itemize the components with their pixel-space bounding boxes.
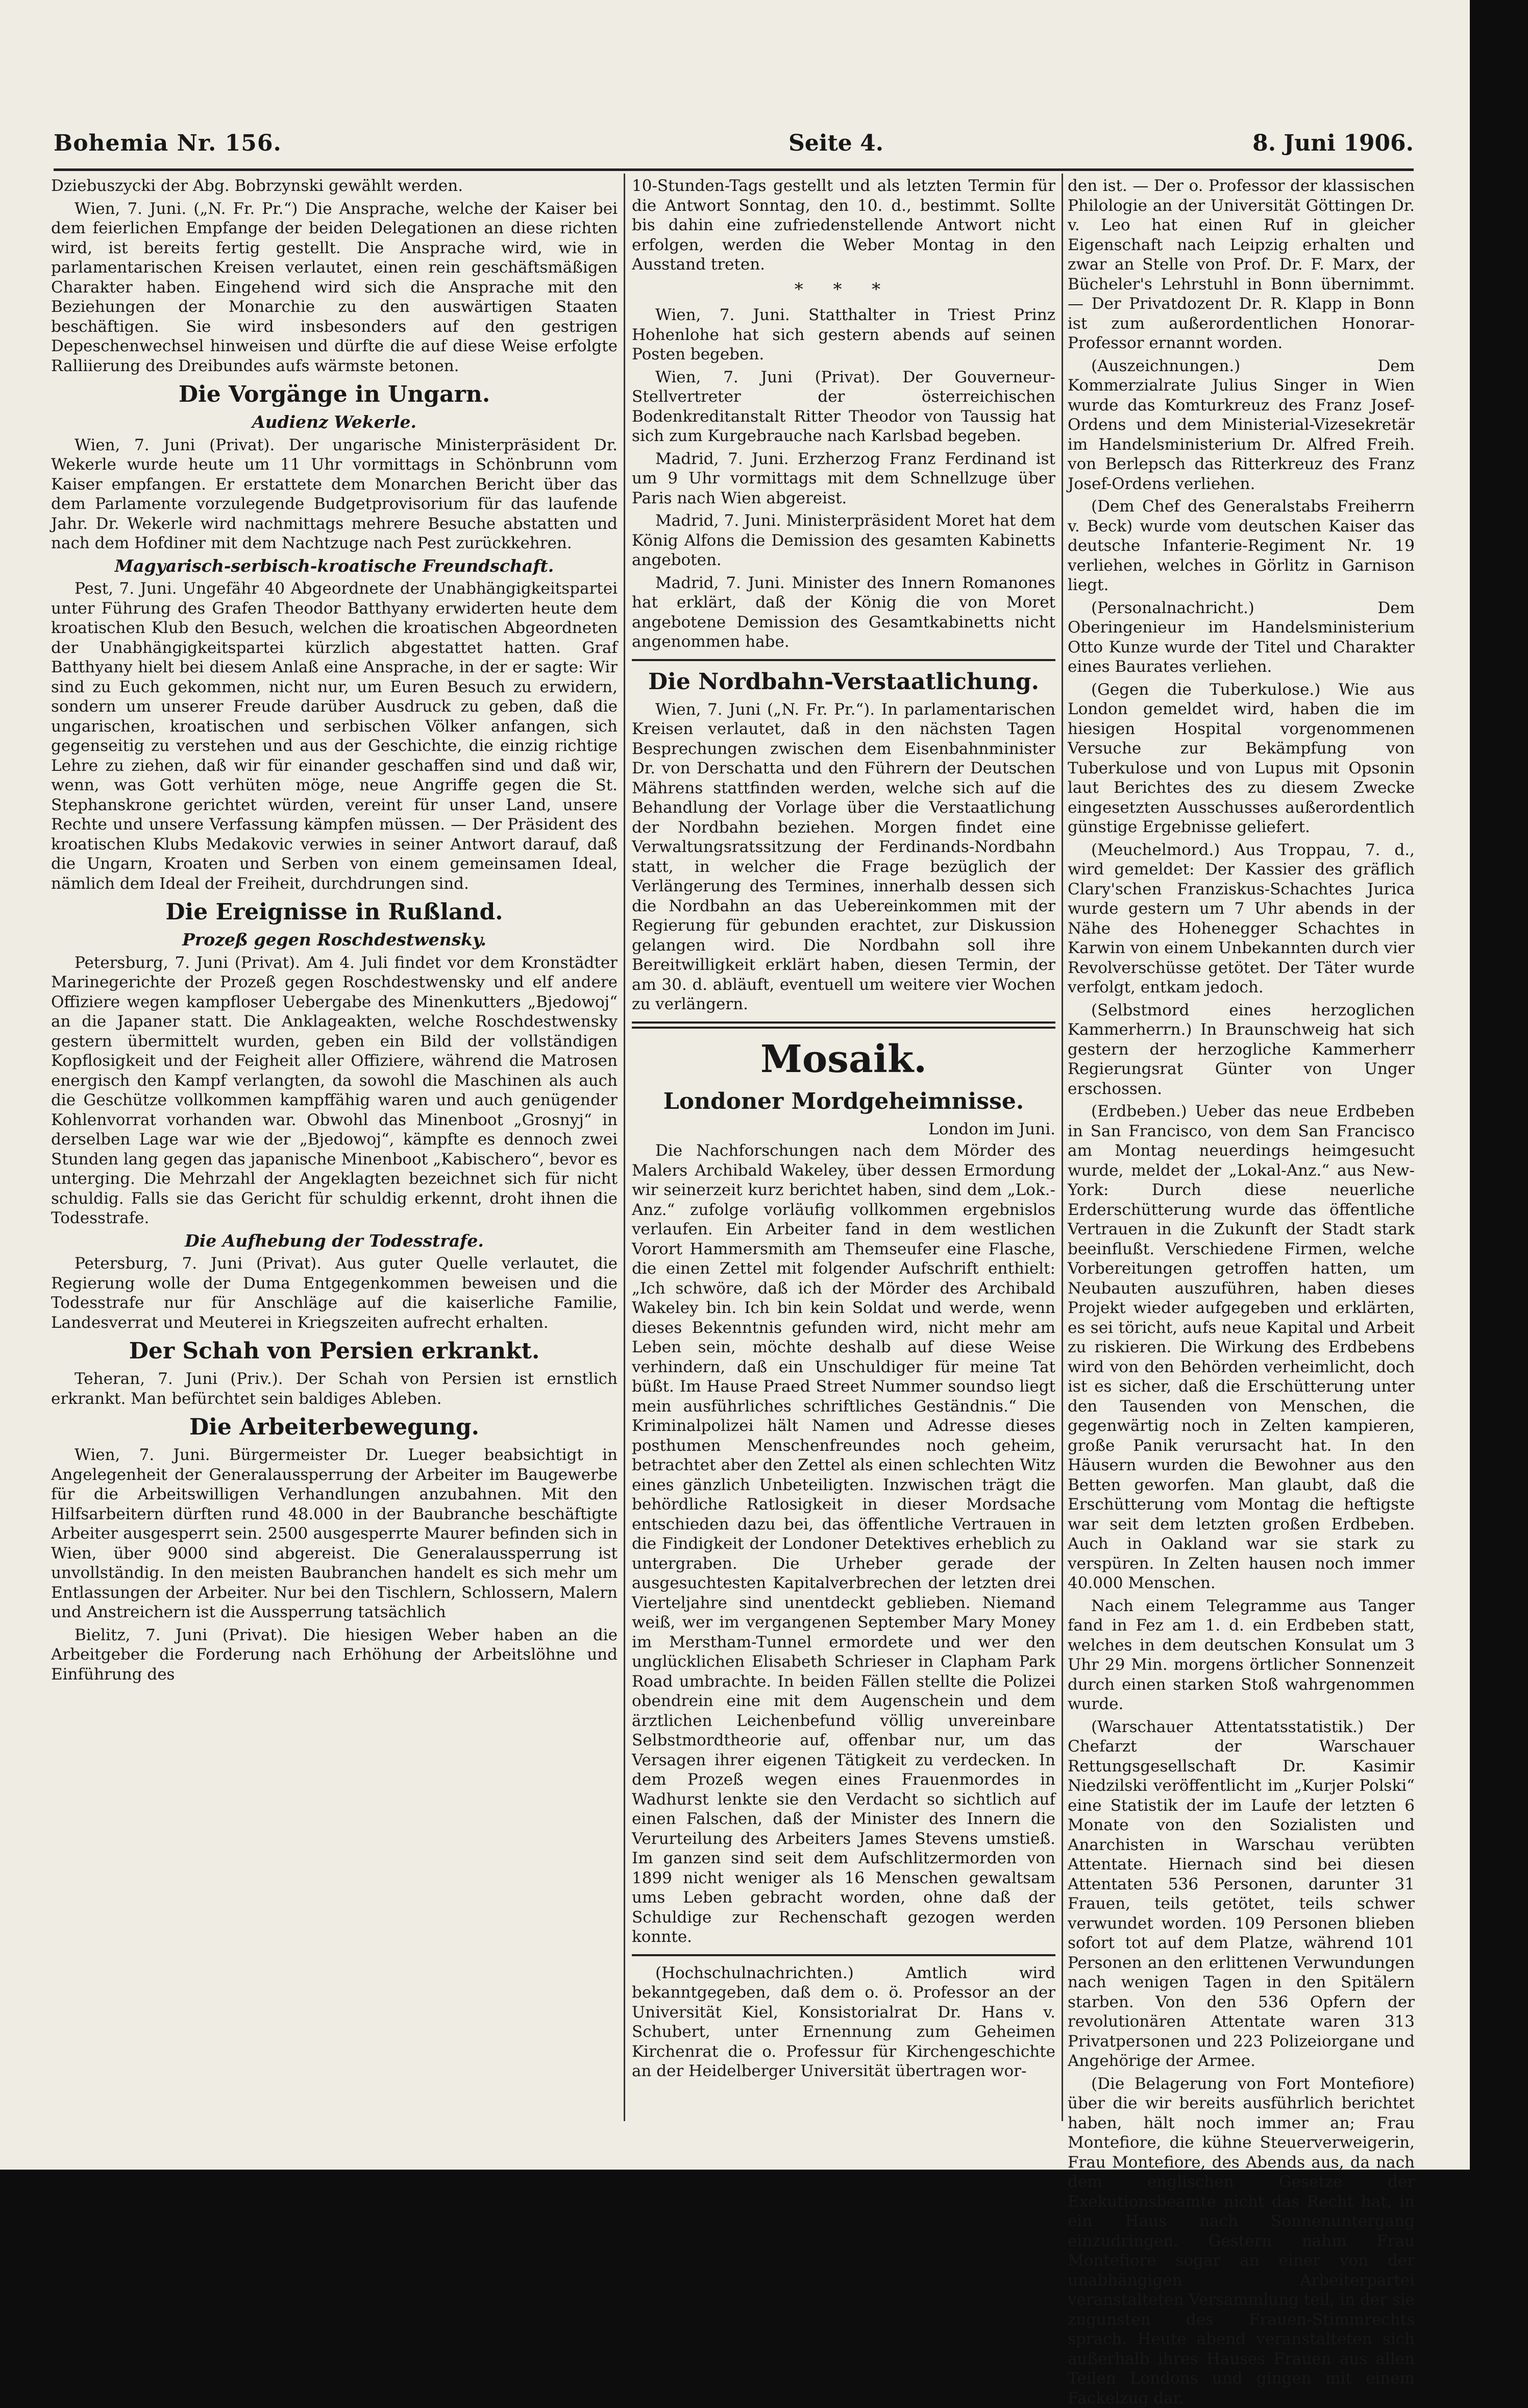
paragraph: Wien, 7. Juni. („N. Fr. Pr.“) Die Ansprache, welche der Kaiser bei dem feierlichen Empfange der beiden Delegationen an diese richten wird, ist bereits fertig gestellt. Die Ansprache wird, wie in parlamentarischen Kreisen verlautet, einen rein geschäftsmäßigen Charakter haben. Eingehend wird sich die Ansprache mit den Beziehungen der Monarchie zu den auswärtigen Staaten beschäftigen. Sie wird insbesonders auf den gestrigen Depeschenwechsel hinweisen und dürfte die auf diese Weise erfolgte Ralliierung des Dreibundes aufs wärmste betonen. — [51, 199, 618, 376]
section-heading: Die Ereignisse in Rußland. — [51, 898, 618, 926]
paragraph: Bielitz, 7. Juni (Privat). Die hiesigen Weber haben an die Arbeitgeber die Forderung nach Erhöhung der Arbeitslöhne und Einführung des — [51, 1625, 618, 1685]
paragraph: (Auszeichnungen.) Dem Kommerzialrate Julius Singer in Wien wurde das Komturkreuz des Franz Josef-Ordens und dem Ministerial-Vizesekretär im Handelsministerium Dr. Alfred Freih. von Berlepsch das Ritterkreuz des Franz Josef-Ordens verliehen. — [1068, 356, 1415, 494]
paragraph: Pest, 7. Juni. Ungefähr 40 Abgeordnete der Unabhängigkeitspartei unter Führung des Grafen Theodor Batthyany erwiderten heute dem kroatischen Klub den Besuch, welchen die kroatischen Abgeordneten der Unabhängigkeitspartei kürzlich abgestattet hatten. Graf Batthyany hielt bei diesem Anlaß eine Ansprache, in der er sagte: Wir sind zu Euch gekommen, nicht nur, um Euren Besuch zu erwidern, sondern um unserer Freude darüber Ausdruck zu geben, daß die ungarischen, kroatischen und serbischen Völker anfangen, sich gegenseitig zu verstehen und aus der Geschichte, die einzig richtige Lehre zu ziehen, daß wir für einander geschaffen sind und daß wir, wenn, was Gott verhüten möge, neue Angriffe gegen die St. Stephanskrone gerichtet würden, vereint für unser Land, unsere Rechte und unsere Verfassung kämpfen müssen. — Der Präsident des kroatischen Klubs Medakovic verwies in seiner Antwort darauf, daß die Ungarn, Kroaten und Serben von einem gemeinsamen Ideal, nämlich dem Ideal der Freiheit, durchdrungen sind. — [51, 579, 618, 893]
paragraph: Wien, 7. Juni. Bürgermeister Dr. Lueger beabsichtigt in Angelegenheit der Generalaussperrung der Arbeiter im Baugewerbe für die Arbeitswilligen Verhandlungen anzubahnen. Mit den Hilfsarbeitern dürften rund 48.000 in der Baubranche beschäftigte Arbeiter ausgesperrt sein. 2500 ausgesperrte Maurer befinden sich in Wien, über 9000 sind abgereist. Die Generalaussperrung ist unvollständig. In den meisten Baubranchen handelt es sich mehr um Entlassungen der Arbeiter. Nur bei den Tischlern, Schlossern, Malern und Anstreichern ist die Aussperrung tatsächlich — [51, 1445, 618, 1622]
paragraph: (Dem Chef des Generalstabs Freiherrn v. Beck) wurde vom deutschen Kaiser das deutsche Infanterie-Regiment Nr. 19 verliehen, welches in Görlitz in Garnison liegt. — [1068, 497, 1415, 595]
column-2 — [632, 176, 1055, 2121]
column-divider — [624, 174, 625, 2121]
paragraph: Teheran, 7. Juni (Priv.). Der Schah von Persien ist ernstlich erkrankt. Man befürchtet sein baldiges Ableben. — [51, 1369, 618, 1408]
paragraph: (Meuchelmord.) Aus Troppau, 7. d., wird gemeldet: Der Kassier des gräflich Clary'schen Franziskus-Schachtes Jurica wurde gestern um 7 Uhr abends in der Nähe des Hohenegger Schachtes in Karwin von einem Unbekannten durch vier Revolverschüsse getötet. Der Täter wurde verfolgt, entkam jedoch. — [1068, 840, 1415, 998]
paragraph: (Personalnachricht.) Dem Oberingenieur im Handelsministerium Otto Kunze wurde der Titel und Charakter eines Baurates verliehen. — [1068, 598, 1415, 677]
paragraph: (Selbstmord eines herzoglichen Kammerherrn.) In Braunschweig hat sich gestern der herzogliche Kammerherr Regierungsrat Günter von Unger erschossen. — [1068, 1001, 1415, 1099]
masthead-issue: Bohemia Nr. 156. — [54, 130, 282, 156]
paragraph: Madrid, 7. Juni. Erzherzog Franz Ferdinand ist um 9 Uhr vormittags mit dem Schnellzuge über Paris nach Wien abgereist. — [632, 449, 1055, 508]
section-heading: Londoner Mordgeheimnisse. — [632, 1088, 1055, 1115]
paragraph: (Erdbeben.) Ueber das neue Erdbeben in San Francisco, von dem San Francisco am Montag neuerdings heimgesucht wurde, meldet der „Lokal-Anz.“ aus New-York: Durch diese neuerliche Erderschütterung wurde das öffentliche Vertrauen in die Zukunft der Stadt stark beeinflußt. Verschiedene Firmen, welche Vorbereitungen getroffen hatten, um Neubauten auszuführen, haben dieses Projekt wieder aufgegeben und erklärten, es sei töricht, aufs neue Kapital und Arbeit zu riskieren. Die Wirkung des Erdbebens wird von den Behörden verheimlicht, doch ist es sicher, daß die Erschütterung unter den Tausenden von Menschen, die gegenwärtig noch in Zelten kampieren, große Panik verursacht hat. In den Häusern wurden die Bewohner aus den Betten geworfen. Man glaubt, daß die Erschütterung vom Montag die heftigste war seit dem letzten großen Erdbeben. Auch in Oakland war sie stark zu verspüren. In Zelten hausen noch immer 40.000 Menschen. — [1068, 1102, 1415, 1593]
paragraph: Petersburg, 7. Juni (Privat). Aus guter Quelle verlautet, die Regierung wolle der Duma Entgegenkommen beweisen und die Todesstrafe nur für Anschläge auf die kaiserliche Familie, Landesverrat und Meuterei in Kriegszeiten aufrecht erhalten. — [51, 1254, 618, 1332]
subheading: Magyarisch-serbisch-kroatische Freundschaft. — [51, 556, 618, 576]
paragraph: Wien, 7. Juni. Statthalter in Triest Prinz Hohenlohe hat sich gestern abends auf seinen Posten begeben. — [632, 305, 1055, 364]
paragraph: den ist. — Der o. Professor der klassischen Philologie an der Universität Göttingen Dr. v. Leo hat einen Ruf in gleicher Eigenschaft nach Leipzig erhalten und zwar an Stelle von Prof. Dr. F. Marx, der Bücheler's Lehrstuhl in Bonn übernimmt. — Der Privatdozent Dr. R. Klapp in Bonn ist zum außerordentlichen Honorar-Professor ernannt worden. — [1068, 176, 1415, 353]
paragraph: Wien, 7. Juni („N. Fr. Pr.“). In parlamentarischen Kreisen verlautet, daß in den nächsten Tagen Besprechungen zwischen dem Eisenbahnminister Dr. von Derschatta und den Führern der Deutschen Mährens stattfinden werden, welche sich auf die Behandlung der Vorlage über die Verstaatlichung der Nordbahn beziehen. Morgen findet eine Verwaltungsratssitzung der Ferdinands-Nordbahn statt, in welcher die Frage bezüglich der Verlängerung des Termines, innerhalb dessen sich die Nordbahn an das Uebereinkommen mit der Regierung für gebunden erachtet, zur Diskussion gelangen wird. Die Nordbahn soll ihre Bereitwilligkeit erklärt haben, diesen Termin, der am 30. d. abläuft, eventuell um weitere vier Wochen zu verlängern. — [632, 700, 1055, 1014]
section-heading: Der Schah von Persien erkrankt. — [51, 1337, 618, 1365]
feuilleton-title: Mosaik. — [632, 1036, 1055, 1083]
paragraph: Die Nachforschungen nach dem Mörder des Malers Archibald Wakeley, über dessen Ermordung wir seinerzeit kurz berichtet haben, sind dem „Lok.-Anz.“ zufolge vorläufig vollkommen ergebnislos verlaufen. Ein Arbeiter fand in dem westlichen Vorort Hammersmith am Themseufer eine Flasche, die einen Zettel mit folgender Aufschrift enthielt: „Ich schwöre, daß ich der Mörder des Archibald Wakeley bin. Ich bin kein Soldat und werde, wenn dieses Bekenntnis gefunden wird, nicht mehr am Leben sein, möchte deshalb auf diese Weise verhindern, daß ein Unschuldiger für meine Tat büßt. Im Hause Praed Street Nummer soundso liegt mein ausführliches schriftliches Geständnis.“ Die Kriminalpolizei hält Namen und Adresse dieses posthumen Menschenfreundes noch geheim, betrachtet aber den Zettel als einen schlechten Witz eines gänzlich Unbeteiligten. Inzwischen trägt die behördliche Ratlosigkeit in dieser Mordsache entschieden dazu bei, das öffentliche Vertrauen in die Findigkeit der Londoner Detektives erheblich zu untergraben. Die Urheber gerade der ausgesuchtesten Kapitalverbrechen der letzten drei Vierteljahre sind unentdeckt geblieben. Niemand weiß, wer im vergangenen September Mary Money im Merstham-Tunnel ermordete und wer den unglücklichen Elisabeth Schrieser in Clapham Park Road umbrachte. In beiden Fällen stellte die Polizei obendrein eine mit dem Augenschein und dem ärztlichen Leichenbefund völlig unvereinbare Selbstmordtheorie auf, offenbar nur, um das Versagen ihrer eigenen Tätigkeit zu verdecken. In dem Prozeß wegen eines Frauenmordes in Wadhurst lenkte sie den Verdacht so sichtlich auf einen Falschen, daß der Minister des Innern die Verurteilung des Arbeiters James Stevens umstieß. Im ganzen sind seit dem Aufschlitzermorden von 1899 nicht weniger als 16 Menschen gewaltsam ums Leben gebracht worden, ohne daß der Schuldige zur Rechenschaft gezogen werden konnte. — [632, 1141, 1055, 1947]
dateline: London im Juni. — [632, 1120, 1055, 1139]
paragraph: Dziebuszycki der Abg. Bobrzynski gewählt werden. — [51, 176, 618, 196]
paragraph: (Die Belagerung von Fort Montefiore) über die wir bereits ausführlich berichtet haben, hält noch immer an; Frau Montefiore, die kühne Steuerverweigerin, Frau Montefiore, des Abends aus, da nach dem englischen Gesetze der Exekutionsbeamte nicht das Recht hat, in ein Haus nach Sonnenuntergang einzudringen. Gestern nahm Frau Montefiore sogar an einer von der unabhängigen Arbeiterpartei veranstalteten Versammlung teil, in der sie zugunsten des Frauen-Stimmrechts sprach. Heute abend veranstalteten sich außerhalb ihres Hauses Frauen aus allen Teilen Londons und gingen mit einem Fackelzug dar. — [1068, 2074, 1415, 2408]
section-heading: Die Nordbahn-Verstaatlichung. — [632, 668, 1055, 696]
paragraph: Petersburg, 7. Juni (Privat). Am 4. Juli findet vor dem Kronstädter Marinegerichte der Prozeß gegen Roschdestwensky und elf andere Offiziere wegen kampfloser Uebergabe des Minenkutters „Bjedowoj“ an die Japaner statt. Die Anklageakten, welche Roschdestwensky gestern übermittelt wurden, geben ein Bild der vollständigen Kopflosigkeit und der Feigheit aller Offiziere, während die Matrosen energisch den Kampf verlangten, da sowohl die Maschinen als auch die Geschütze vollkommen kampffähig waren und auch genügender Kohlenvorrat vorhanden war. Obwohl das Minenboot „Grosnyj“ in derselben Lage war wie der „Bjedowoj“, kämpfte es dennoch zwei Stunden lang gegen das japanische Minenboot „Kabischero“, bevor es unterging. Die Mehrzahl der Angeklagten bezeichnet sich für nicht schuldig. Falls sie das Gericht für schuldig erkennt, droht ihnen die Todesstrafe. — [51, 953, 618, 1228]
paragraph: Nach einem Telegramme aus Tanger fand in Fez am 1. d. ein Erdbeben statt, welches in dem deutschen Konsulat um 3 Uhr 29 Min. morgens örtlicher Sonnenzeit durch einen starken Stoß wahrgenommen wurde. — [1068, 1596, 1415, 1714]
paragraph: 10-Stunden-Tags gestellt und als letzten Termin für die Antwort Sonntag, den 10. d., bestimmt. Sollte bis dahin eine zufriedenstellende Antwort nicht erfolgen, werden die Weber Montag in den Ausstand treten. — [632, 176, 1055, 275]
paragraph: Wien, 7. Juni (Privat). Der Gouverneur-Stellvertreter der österreichischen Bodenkreditanstalt Ritter Theodor von Taussig hat sich zum Kurgebrauche nach Karlsbad begeben. — [632, 368, 1055, 446]
horizontal-rule — [632, 1027, 1055, 1029]
paragraph: (Hochschulnachrichten.) Amtlich wird bekanntgegeben, daß dem o. ö. Professor an der Universität Kiel, Konsistorialrat Dr. Hans v. Schubert, unter Ernennung zum Geheimen Kirchenrat die o. Professur für Kirchengeschichte an der Heidelberger Universität übertragen wor- — [632, 1963, 1055, 2081]
paragraph: Madrid, 7. Juni. Minister des Innern Romanones hat erklärt, daß der König die von Moret angebotene Demission des Gesamtkabinetts nicht angenommen habe. — [632, 573, 1055, 652]
section-heading: Die Arbeiterbewegung. — [51, 1414, 618, 1441]
subheading: Audienz Wekerle. — [51, 412, 618, 432]
subheading: Prozeß gegen Roschdestwensky. — [51, 930, 618, 950]
column-divider — [1062, 174, 1063, 2121]
issue-date: 8. Juni 1906. — [1252, 130, 1414, 156]
page-number: Seite 4. — [788, 130, 883, 156]
subheading: Die Aufhebung der Todesstrafe. — [51, 1231, 618, 1251]
paragraph: (Warschauer Attentatsstatistik.) Der Chefarzt der Warschauer Rettungsgesellschaft Dr. Kasimir Niedzilski veröffentlicht im „Kurjer Polski“ eine Statistik der im Laufe der letzten 6 Monate von den Sozialisten und Anarchisten in Warschau verübten Attentate. Hiernach sind bei diesen Attentaten 536 Personen, darunter 31 Frauen, teils getötet, teils schwer verwundet worden. 109 Personen blieben sofort tot auf dem Platze, während 101 Personen an den erlittenen Verwundungen nach wenigen Tagen in den Spitälern starben. Von den 536 Opfern der revolutionären Attentate waren 313 Privatpersonen und 223 Polizeiorgane und Angehörige der Armee. — [1068, 1717, 1415, 2071]
column-1 — [51, 176, 618, 2121]
paragraph: (Gegen die Tuberkulose.) Wie aus London gemeldet wird, haben die im hiesigen Hospital vorgenommenen Versuche zur Bekämpfung von Tuberkulose und von Lupus mit Opsonin laut Berichtes des zu diesem Zwecke eingesetzten Ausschusses außerordentlich günstige Ergebnisse geliefert. — [1068, 680, 1415, 837]
horizontal-rule — [632, 659, 1055, 661]
paragraph: Madrid, 7. Juni. Ministerpräsident Moret hat dem König Alfons die Demission des gesamten Kabinetts angeboten. — [632, 511, 1055, 570]
page-header — [54, 120, 1414, 171]
separator-asterisks: * * * — [632, 280, 1055, 300]
section-heading: Die Vorgänge in Ungarn. — [51, 381, 618, 408]
horizontal-rule — [632, 1954, 1055, 1956]
horizontal-rule — [632, 1021, 1055, 1024]
column-3 — [1068, 176, 1415, 2121]
paragraph: Wien, 7. Juni (Privat). Der ungarische Ministerpräsident Dr. Wekerle wurde heute um 11 Uhr vormittags in Schönbrunn vom Kaiser empfangen. Er erstattete dem Monarchen Bericht über das dem Parlamente vorzulegende Budgetprovisorium für das laufende Jahr. Dr. Wekerle wird nachmittags mehrere Besuche abstatten und nach dem Hofdiner mit dem Nachtzuge nach Pest zurückkehren. — [51, 435, 618, 553]
